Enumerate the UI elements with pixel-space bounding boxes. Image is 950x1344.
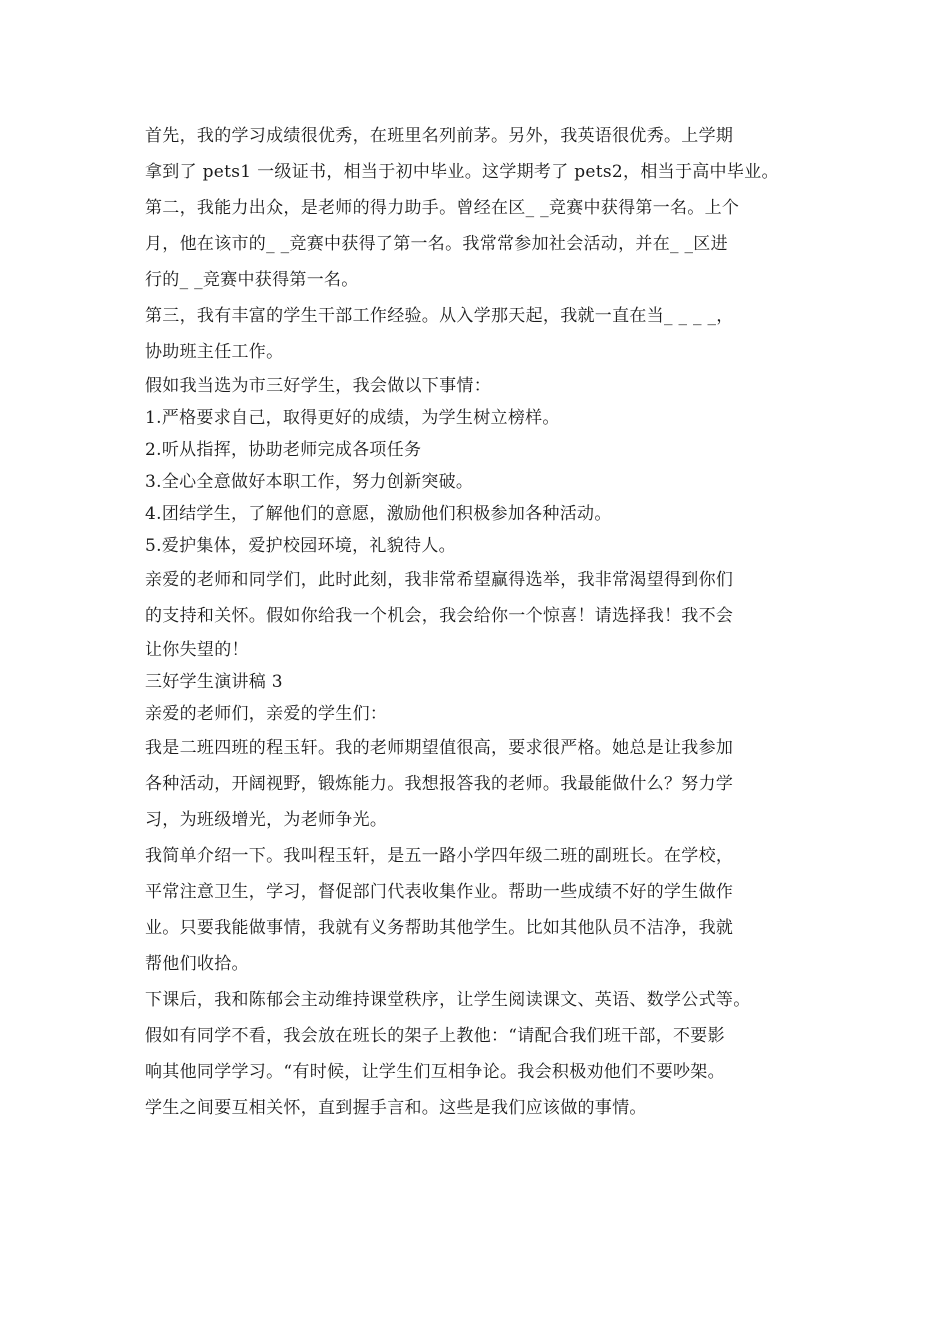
text-line: 我是二班四班的程玉轩。我的老师期望值很高，要求很严格。她总是让我参加 (145, 738, 734, 758)
list-item: 1.严格要求自己，取得更好的成绩，为学生树立榜样。 (145, 408, 560, 428)
text-line: 帮他们收拾。 (145, 954, 249, 974)
text-line: 假如有同学不看，我会放在班长的架子上教他：“请配合我们班干部，不要影 (145, 1026, 725, 1046)
text-line: 我简单介绍一下。我叫程玉轩，是五一路小学四年级二班的副班长。在学校， (145, 846, 734, 866)
list-item: 2.听从指挥，协助老师完成各项任务 (145, 440, 422, 460)
salutation: 亲爱的老师们，亲爱的学生们： (145, 704, 388, 724)
text-line: 习，为班级增光，为老师争光。 (145, 810, 388, 830)
text-line: 各种活动，开阔视野，锻炼能力。我想报答我的老师。我最能做什么？努力学 (145, 774, 734, 794)
text-line: 让你失望的！ (145, 640, 249, 660)
section-title: 三好学生演讲稿 3 (145, 672, 283, 692)
text-line: 响其他同学学习。“有时候，让学生们互相争论。我会积极劝他们不要吵架。 (145, 1062, 725, 1082)
text-line: 业。只要我能做事情，我就有义务帮助其他学生。比如其他队员不洁净，我就 (145, 918, 734, 938)
text-line: 月，他在该市的_ _竞赛中获得了第一名。我常常参加社会活动，并在_ _区进 (145, 234, 728, 254)
text-line: 下课后，我和陈郁会主动维持课堂秩序，让学生阅读课文、英语、数学公式等。 (145, 990, 751, 1010)
text-line: 假如我当选为市三好学生，我会做以下事情： (145, 376, 491, 396)
text-line: 第三，我有丰富的学生干部工作经验。从入学那天起，我就一直在当_ _ _ _， (145, 306, 734, 326)
text-line: 第二，我能力出众，是老师的得力助手。曾经在区_ _竞赛中获得第一名。上个 (145, 198, 740, 218)
text-line: 首先，我的学习成绩很优秀，在班里名列前茅。另外，我英语很优秀。上学期 (145, 126, 734, 146)
text-line: 学生之间要互相关怀，直到握手言和。这些是我们应该做的事情。 (145, 1098, 647, 1118)
text-line: 亲爱的老师和同学们，此时此刻，我非常希望赢得选举，我非常渴望得到你们 (145, 570, 734, 590)
text-line: 平常注意卫生，学习，督促部门代表收集作业。帮助一些成绩不好的学生做作 (145, 882, 734, 902)
text-line: 的支持和关怀。假如你给我一个机会，我会给你一个惊喜！请选择我！我不会 (145, 606, 734, 626)
text-line: 拿到了 pets1 一级证书，相当于初中毕业。这学期考了 pets2，相当于高中毕业。 (145, 162, 779, 182)
list-item: 4.团结学生，了解他们的意愿，激励他们积极参加各种活动。 (145, 504, 612, 524)
text-line: 行的_ _竞赛中获得第一名。 (145, 270, 359, 290)
list-item: 3.全心全意做好本职工作，努力创新突破。 (145, 472, 474, 492)
list-item: 5.爱护集体，爱护校园环境，礼貌待人。 (145, 536, 456, 556)
text-line: 协助班主任工作。 (145, 342, 284, 362)
document-body (145, 118, 935, 1126)
